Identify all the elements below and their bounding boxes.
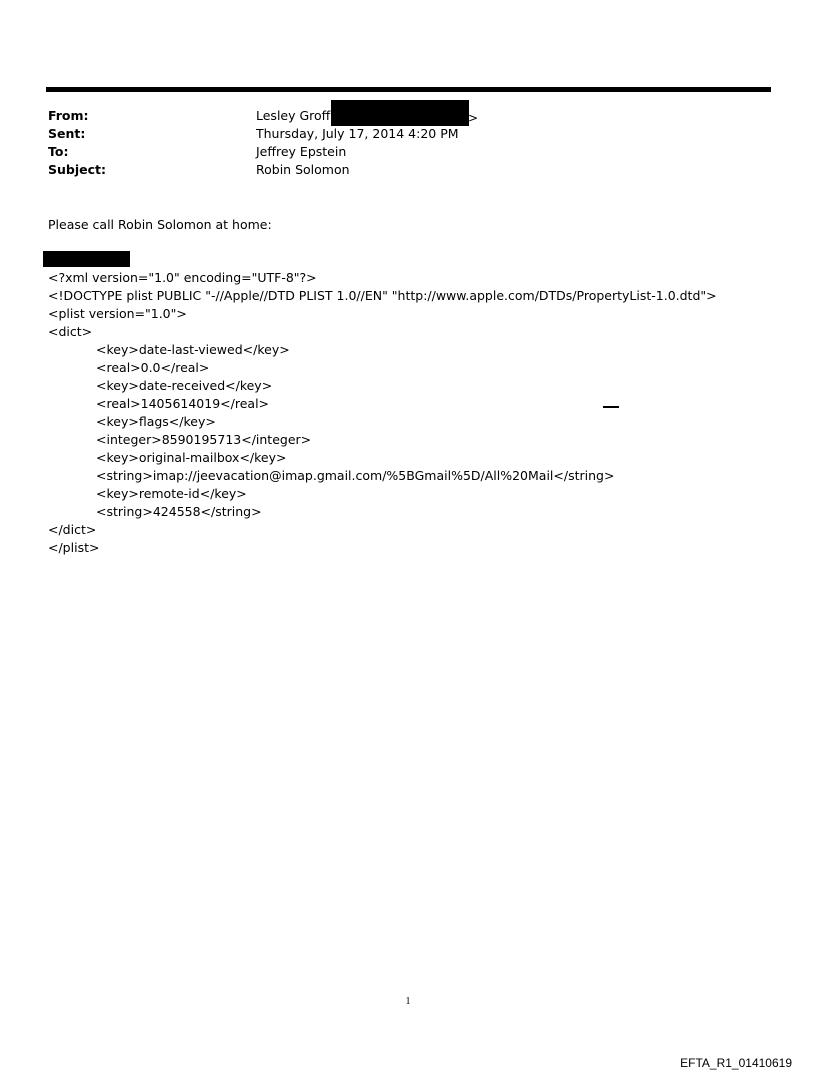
subject-value: Robin Solomon bbox=[256, 162, 350, 177]
xml-line: <real>0.0</real> bbox=[96, 360, 210, 375]
xml-line: <key>date-last-viewed</key> bbox=[96, 342, 290, 357]
subject-label: Subject: bbox=[48, 162, 106, 177]
to-value: Jeffrey Epstein bbox=[256, 144, 347, 159]
from-label: From: bbox=[48, 108, 89, 123]
redaction-block-email bbox=[331, 100, 469, 126]
from-value: Lesley Groff bbox=[256, 108, 331, 123]
xml-plist-block bbox=[48, 269, 717, 557]
xml-line: <integer>8590195713</integer> bbox=[96, 432, 312, 447]
xml-line: </dict> bbox=[48, 522, 97, 537]
xml-line: <string>424558</string> bbox=[96, 504, 262, 519]
body-message: Please call Robin Solomon at home: bbox=[48, 217, 272, 232]
xml-line: <!DOCTYPE plist PUBLIC "-//Apple//DTD PLIST 1.0//EN" "http://www.apple.com/DTDs/PropertyList-1.0.dtd"> bbox=[48, 288, 717, 303]
xml-line: <key>flags</key> bbox=[96, 414, 216, 429]
bates-number: EFTA_R1_01410619 bbox=[680, 1056, 792, 1070]
xml-line: <key>original-mailbox</key> bbox=[96, 450, 287, 465]
xml-line: <?xml version="1.0" encoding="UTF-8"?> bbox=[48, 270, 317, 285]
sent-value: Thursday, July 17, 2014 4:20 PM bbox=[256, 126, 459, 141]
page-number: 1 bbox=[405, 996, 411, 1007]
xml-line: <plist version="1.0"> bbox=[48, 306, 187, 321]
header-rule bbox=[46, 87, 771, 92]
xml-line: <dict> bbox=[48, 324, 93, 339]
sent-label: Sent: bbox=[48, 126, 86, 141]
redaction-block-phone bbox=[43, 251, 130, 267]
from-trailing-bracket: > bbox=[468, 111, 479, 125]
xml-line: <real>1405614019</real> bbox=[96, 396, 270, 411]
xml-line: <key>remote-id</key> bbox=[96, 486, 247, 501]
xml-line: </plist> bbox=[48, 540, 100, 555]
xml-line: <string>imap://jeevacation@imap.gmail.com/%5BGmail%5D/All%20Mail</string> bbox=[96, 468, 615, 483]
xml-line: <key>date-received</key> bbox=[96, 378, 273, 393]
to-label: To: bbox=[48, 144, 69, 159]
stray-dash-mark bbox=[603, 406, 619, 408]
